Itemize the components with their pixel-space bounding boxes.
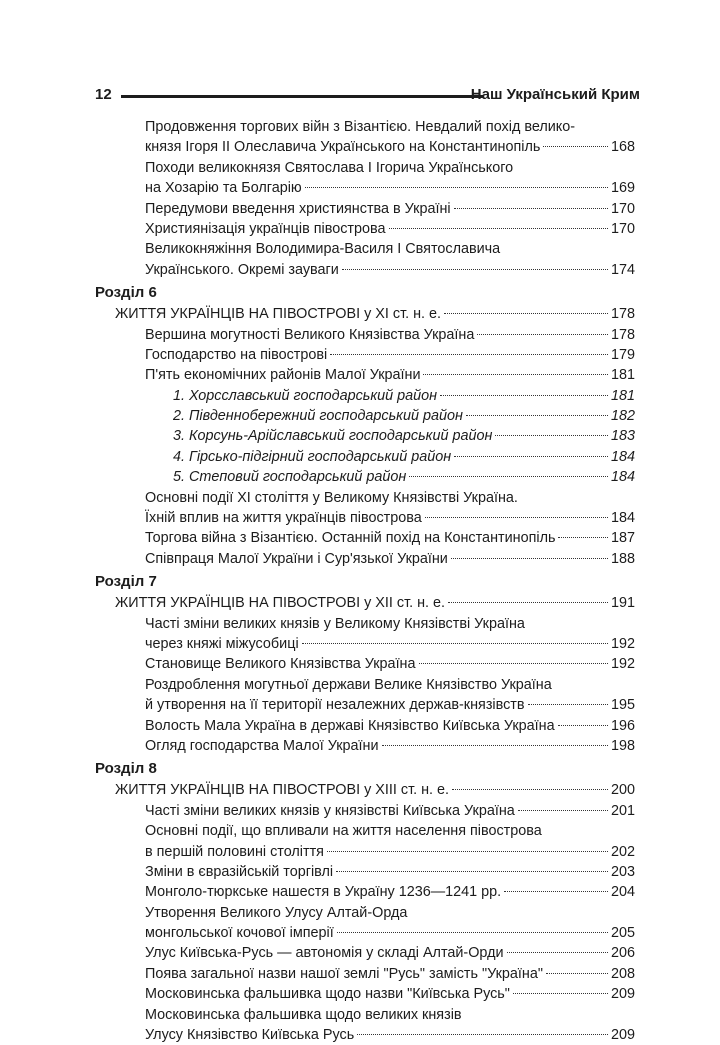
entry-text: Улусу Князівство Київська Русь	[145, 1027, 355, 1044]
page-ref: 184	[610, 448, 635, 465]
section-heading: Розділ 6	[95, 284, 157, 302]
page-ref: 181	[610, 387, 635, 404]
dot-leader	[543, 146, 608, 147]
entry-text: на Хозарію та Болгарію	[145, 180, 302, 197]
entry-text: ЖИТТЯ УКРАЇНЦІВ НА ПІВОСТРОВІ у ХІ ст. н. е.	[115, 306, 442, 323]
toc-entry	[95, 943, 635, 963]
chapter-title-entry	[95, 304, 635, 324]
page-ref: 195	[610, 697, 635, 714]
page-ref: 203	[610, 863, 635, 880]
toc-entry	[95, 716, 635, 736]
toc-entry	[95, 137, 635, 157]
entry-text: ЖИТТЯ УКРАЇНЦІВ НА ПІВОСТРОВІ у ХІІ ст. н. е.	[115, 595, 446, 612]
toc-entry	[95, 219, 635, 239]
section-heading: Розділ 8	[95, 760, 157, 778]
entry-text: Монголо-тюркське нашестя в Україну 1236—1241 рр.	[145, 884, 502, 901]
dot-leader	[452, 789, 608, 790]
entry-text: П'ять економічних районів Малої України	[145, 367, 421, 384]
header-rule	[121, 95, 483, 98]
subsection-entry	[95, 467, 635, 487]
page-ref: 169	[610, 180, 635, 197]
entry-text: Московинська фальшивка щодо великих князів	[145, 1006, 462, 1023]
subsection-entry	[95, 406, 635, 426]
toc-entry	[95, 488, 635, 508]
toc-entry	[95, 549, 635, 569]
subsection-entry	[95, 447, 635, 467]
toc-entry	[95, 634, 635, 654]
toc-entry	[95, 903, 635, 923]
dot-leader	[330, 354, 608, 355]
section-heading: Розділ 7	[95, 573, 157, 591]
dot-leader	[454, 456, 608, 457]
toc-entry	[95, 365, 635, 385]
page-ref: 191	[610, 595, 635, 612]
entry-text: Огляд господарства Малої України	[145, 737, 379, 754]
subsection-entry	[95, 386, 635, 406]
toc-entry	[95, 325, 635, 345]
page-ref: 204	[610, 884, 635, 901]
dot-leader	[454, 208, 608, 209]
toc-entry	[95, 736, 635, 756]
page-ref: 170	[610, 200, 635, 217]
toc-entry	[95, 862, 635, 882]
page-ref: 170	[610, 220, 635, 237]
dot-leader	[507, 952, 608, 953]
dot-leader	[425, 517, 608, 518]
toc-entry	[95, 801, 635, 821]
entry-text: Продовження торгових війн з Візантією. Невдалий похід велико-	[145, 119, 576, 135]
entry-text: Християнізація українців півострова	[145, 220, 386, 237]
entry-text: Основні події, що впливали на життя населення півострова	[145, 823, 542, 840]
page-ref: 202	[610, 843, 635, 860]
dot-leader	[444, 313, 608, 314]
dot-leader	[305, 187, 608, 188]
chapter-title-entry	[95, 780, 635, 800]
entry-text: й утворення на її території незалежних держав-князівств	[145, 697, 525, 714]
entry-text: Великокняжіння Володимира-Василя І Святославича	[145, 241, 501, 258]
page-ref: 209	[610, 986, 635, 1003]
page-header	[95, 86, 640, 108]
dot-leader	[409, 476, 608, 477]
entry-text: 5. Степовий господарський район	[173, 469, 407, 486]
toc-entry	[95, 695, 635, 715]
toc-entry	[95, 117, 635, 137]
entry-text: Московинська фальшивка щодо назви "Київська Русь"	[145, 986, 510, 1003]
page-ref: 196	[610, 717, 635, 734]
dot-leader	[466, 415, 608, 416]
entry-text: князя Ігоря ІІ Олеславича Українського на Константинопіль	[145, 139, 541, 156]
entry-text: через княжі міжусобиці	[145, 635, 299, 652]
dot-leader	[440, 395, 608, 396]
dot-leader	[342, 269, 608, 270]
toc-entry	[95, 614, 635, 634]
page-ref: 168	[610, 139, 635, 156]
page-ref: 206	[610, 945, 635, 962]
subsection-entry	[95, 426, 635, 446]
entry-text: Передумови введення християнства в Україні	[145, 200, 451, 217]
dot-leader	[451, 558, 608, 559]
entry-text: Роздроблення могутньої держави Велике Князівство Україна	[145, 676, 552, 693]
toc-entry	[95, 821, 635, 841]
chapter-title-entry	[95, 593, 635, 613]
entry-text: 3. Корсунь-Арійславський господарський район	[173, 428, 493, 445]
page-ref: 181	[610, 367, 635, 384]
page-ref: 178	[610, 326, 635, 343]
toc-entry	[95, 882, 635, 902]
dot-leader	[504, 891, 608, 892]
toc-entry	[95, 964, 635, 984]
page-ref: 182	[610, 408, 635, 425]
entry-text: Часті зміни великих князів у Великому Князівстві Україна	[145, 615, 525, 632]
dot-leader	[513, 993, 608, 994]
entry-text: 2. Південнобережний господарський район	[173, 408, 463, 425]
page-ref: 184	[610, 510, 635, 527]
entry-text: 1. Хорсславський господарський район	[173, 387, 438, 404]
dot-leader	[389, 228, 608, 229]
page-ref: 174	[610, 261, 635, 278]
toc-entry	[95, 158, 635, 178]
page-ref: 178	[610, 306, 635, 323]
page-number: 12	[95, 86, 112, 103]
toc-entry	[95, 178, 635, 198]
entry-text: Волость Мала Україна в державі Князівство Київська Україна	[145, 717, 555, 734]
dot-leader	[423, 374, 608, 375]
toc-entry	[95, 654, 635, 674]
page-ref: 208	[610, 965, 635, 982]
entry-text: Становище Великого Князівства Україна	[145, 656, 416, 673]
toc-entry	[95, 1025, 635, 1045]
dot-leader	[357, 1034, 608, 1035]
dot-leader	[495, 435, 608, 436]
page-ref: 200	[610, 782, 635, 799]
dot-leader	[337, 932, 608, 933]
entry-text: Утворення Великого Улусу Алтай-Орда	[145, 904, 408, 921]
toc-entry	[95, 239, 635, 259]
page-ref: 198	[610, 737, 635, 754]
toc-entry	[95, 199, 635, 219]
page-ref: 187	[610, 530, 635, 547]
entry-text: в першій половині століття	[145, 843, 324, 860]
toc-entry	[95, 528, 635, 548]
entry-text: ЖИТТЯ УКРАЇНЦІВ НА ПІВОСТРОВІ у ХІІІ ст. н. е.	[115, 782, 450, 799]
page-ref: 179	[610, 346, 635, 363]
dot-leader	[336, 871, 608, 872]
entry-text: Їхній вплив на життя українців півострова	[145, 510, 422, 527]
toc-entry	[95, 345, 635, 365]
dot-leader	[558, 725, 608, 726]
entry-text: Улус Київська-Русь — автономія у складі Алтай-Орди	[145, 945, 504, 962]
dot-leader	[302, 643, 608, 644]
page-ref: 184	[610, 469, 635, 486]
entry-text: 4. Гірсько-підгірний господарський район	[173, 448, 452, 465]
dot-leader	[448, 602, 608, 603]
table-of-contents	[95, 117, 635, 1045]
dot-leader	[327, 851, 608, 852]
page-ref: 192	[610, 635, 635, 652]
toc-entry	[95, 842, 635, 862]
dot-leader	[419, 663, 608, 664]
entry-text: Господарство на півострові	[145, 346, 328, 363]
dot-leader	[528, 704, 608, 705]
page-ref: 201	[610, 802, 635, 819]
page-ref: 209	[610, 1027, 635, 1044]
dot-leader	[558, 537, 608, 538]
entry-text: Українського. Окремі зауваги	[145, 261, 339, 278]
toc-entry	[95, 984, 635, 1004]
page-ref: 183	[610, 428, 635, 445]
entry-text: Зміни в євразійській торгівлі	[145, 863, 334, 880]
dot-leader	[518, 810, 608, 811]
dot-leader	[382, 745, 608, 746]
entry-text: монгольської кочової імперії	[145, 925, 334, 942]
entry-text: Вершина могутності Великого Князівства Україна	[145, 326, 475, 343]
entry-text: Походи великокнязя Святослава І Ігорича Українського	[145, 159, 514, 176]
entry-text: Поява загальної назви нашої землі "Русь" замість "Україна"	[145, 965, 543, 982]
toc-entry	[95, 1005, 635, 1025]
toc-entry	[95, 260, 635, 280]
entry-text: Часті зміни великих князів у князівстві Київська Україна	[145, 802, 515, 819]
toc-entry	[95, 675, 635, 695]
entry-text: Основні події ХІ століття у Великому Князівстві Україна.	[145, 489, 518, 506]
dot-leader	[477, 334, 608, 335]
page-ref: 205	[610, 925, 635, 942]
book-title: Наш Український Крим	[470, 86, 640, 103]
toc-entry	[95, 923, 635, 943]
entry-text: Співпраця Малої України і Сур'язької України	[145, 550, 448, 567]
page-ref: 188	[610, 550, 635, 567]
dot-leader	[546, 973, 608, 974]
page-ref: 192	[610, 656, 635, 673]
toc-entry	[95, 508, 635, 528]
entry-text: Торгова війна з Візантією. Останній похід на Константинопіль	[145, 530, 556, 547]
